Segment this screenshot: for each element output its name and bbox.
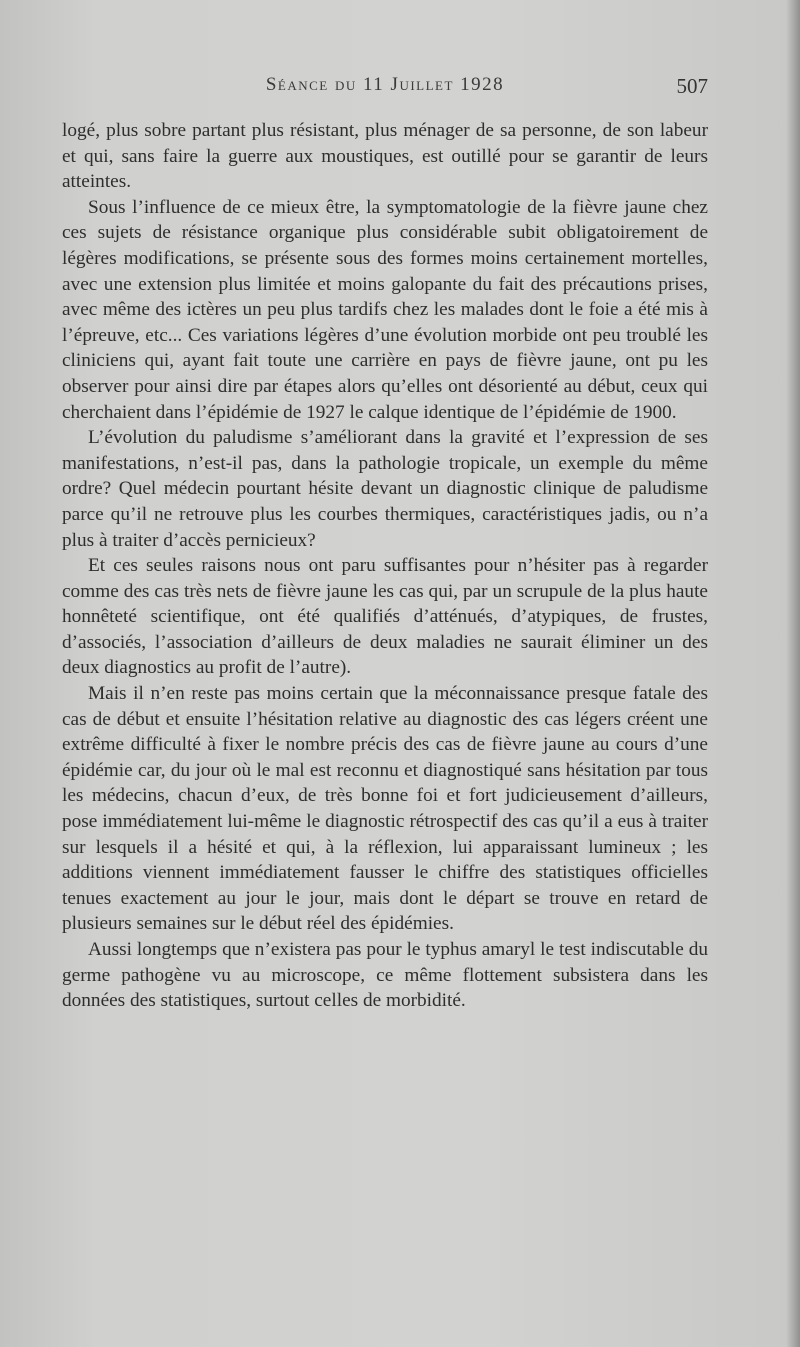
paragraph: Et ces seules raisons nous ont paru suffisantes pour n’hésiter pas à regarder comme des cas très nets de fièvre jaune les cas qui, par un scrupule de la plus haute honnêteté scientifique, ont été qualifiés d’atténués, d’atypiques, de frustes, d’associés, l’association d’ailleurs de deux maladies ne saurait éliminer un des deux diagnostics au profit de l’autre). [62,555,708,679]
paragraph: Sous l’influence de ce mieux être, la symptomatologie de la fièvre jaune chez ces sujets de résistance organique plus considérable subit obligatoirement de légères modifications, se présente sous des formes moins certainement mortelles, avec une extension plus limitée et moins galopante du fait des précautions prises, avec même des ictères un peu plus tardifs chez les malades dont le foie a été mis à l’épreuve, etc... Ces variations légères d’une évolution morbide ont peu troublé les cliniciens qui, ayant fait toute une carrière en pays de fièvre jaune, ont pu les observer pour ainsi dire par étapes alors qu’elles ont désorienté au début, ceux qui cherchaient dans l’épidémie de 1927 le calque identique de l’épidémie de 1900. [62,196,708,423]
body-text [62,118,708,1014]
paragraph: logé, plus sobre partant plus résistant, plus ménager de sa personne, de son labeur et qui, sans faire la guerre aux moustiques, est outillé pour se garantir de leurs atteintes. [62,120,708,193]
page-edge-shadow [786,0,800,1347]
paragraph: Aussi longtemps que n’existera pas pour le typhus amaryl le test indiscutable du germe pathogène vu au microscope, ce même flottement subsistera dans les données des statistiques, surtout celles de morbidité. [62,939,708,1012]
paragraph: L’évolution du paludisme s’améliorant dans la gravité et l’expression de ses manifestations, n’est-il pas, dans la pathologie tropicale, un exemple du même ordre? Quel médecin pourtant hésite devant un diagnostic clinique de paludisme parce qu’il ne retrouve plus les courbes thermiques, caractéristiques jadis, ou n’a plus à traiter d’accès pernicieux? [62,427,708,551]
running-head: Séance du 11 Juillet 1928 [265,74,505,95]
page-header [62,74,708,104]
page-number: 507 [676,74,708,98]
paragraph: Mais il n’en reste pas moins certain que la méconnaissance presque fatale des cas de début et ensuite l’hésitation relative au diagnostic des cas légers créent une extrême difficulté à fixer le nombre précis des cas de fièvre jaune au cours d’une épidémie car, du jour où le mal est reconnu et diagnostiqué sans hésitation par tous les médecins, chacun d’eux, de très bonne foi et fort judicieusement d’ailleurs, pose immédiatement lui-même le diagnostic rétrospectif des cas qu’il a eus à traiter sur lesquels il a hésité et qui, à la réflexion, lui apparaissant lumineux ; les additions viennent immédiatement fausser le chiffre des statistiques officielles tenues exactement au jour le jour, mais dont le départ se trouve en retard de plusieurs semaines sur le début réel des épidémies. [62,683,708,935]
